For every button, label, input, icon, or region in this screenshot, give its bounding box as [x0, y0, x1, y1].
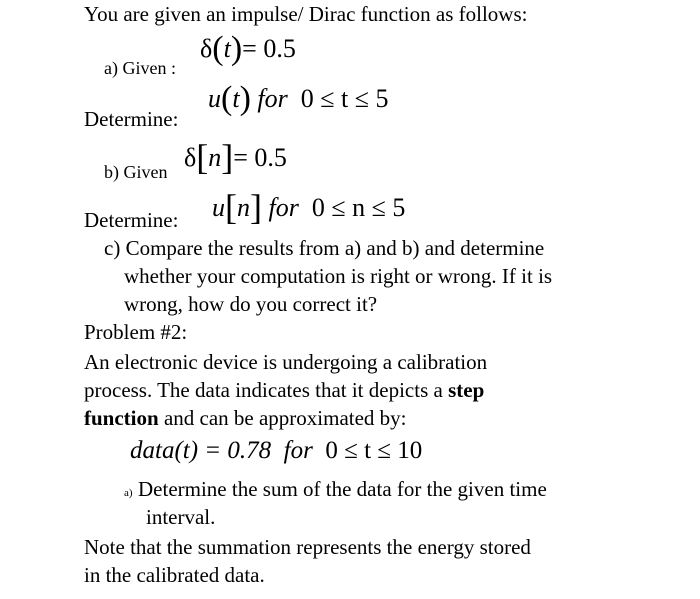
part-b-given-label: b) Given — [104, 162, 168, 182]
part-c-line-2: whether your computation is right or wrong. If it is — [124, 264, 553, 288]
func-var: n — [237, 193, 250, 222]
delta-symbol: δ — [184, 143, 197, 172]
intro-text: You are given an impulse/ Dirac function as follows: — [84, 2, 528, 26]
sub-a-line-2: interval. — [146, 505, 216, 529]
given-var: t — [223, 34, 231, 63]
problem-2-line-1: An electronic device is undergoing a calibration — [84, 350, 488, 374]
part-a-given-equation: δ(t)= 0.5 — [200, 30, 296, 67]
for-word: for — [257, 84, 288, 113]
sub-a-marker: a) — [124, 487, 133, 499]
eq-lhs: data(t) = 0.78 — [130, 437, 272, 464]
for-word: for — [268, 193, 299, 222]
eq-range: 0 ≤ t ≤ 10 — [325, 437, 423, 464]
func-var: t — [232, 84, 240, 113]
given-rhs: = 0.5 — [233, 143, 287, 172]
part-a-determine-equation: u(t) for 0 ≤ t ≤ 5 — [208, 80, 389, 117]
func-name: u — [212, 193, 225, 222]
part-c-line-1: c) Compare the results from a) and b) and determine — [104, 236, 545, 260]
part-b-determine-label: Determine: — [84, 208, 179, 232]
func-name: u — [208, 84, 221, 113]
problem-2-heading: Problem #2: — [84, 320, 188, 344]
step-bold: step — [448, 378, 485, 402]
delta-symbol: δ — [200, 34, 213, 63]
eq-for: for — [283, 437, 313, 464]
part-a-given-label: a) Given : — [104, 58, 176, 78]
part-a-determine-label: Determine: — [84, 107, 179, 131]
part-c-line-3: wrong, how do you correct it? — [124, 292, 378, 316]
note-line-2: in the calibrated data. — [84, 563, 265, 587]
problem-2-equation — [130, 437, 422, 465]
sub-a-line-1: Determine the sum of the data for the given time — [138, 477, 547, 501]
note-line-1: Note that the summation represents the energy stored — [84, 535, 531, 559]
given-rhs: = 0.5 — [242, 34, 296, 63]
given-var: n — [208, 143, 222, 172]
function-bold: function — [84, 406, 159, 430]
problem-2-line-3: function and can be approximated by: — [84, 406, 407, 430]
range-text: 0 ≤ t ≤ 5 — [300, 84, 389, 113]
problem-2-line-2: process. The data indicates that it depicts a step — [84, 378, 485, 402]
part-b-given-equation: δ[n]= 0.5 — [184, 137, 287, 177]
range-text: 0 ≤ n ≤ 5 — [311, 193, 406, 222]
part-b-determine-equation: u[n] for 0 ≤ n ≤ 5 — [212, 187, 406, 227]
